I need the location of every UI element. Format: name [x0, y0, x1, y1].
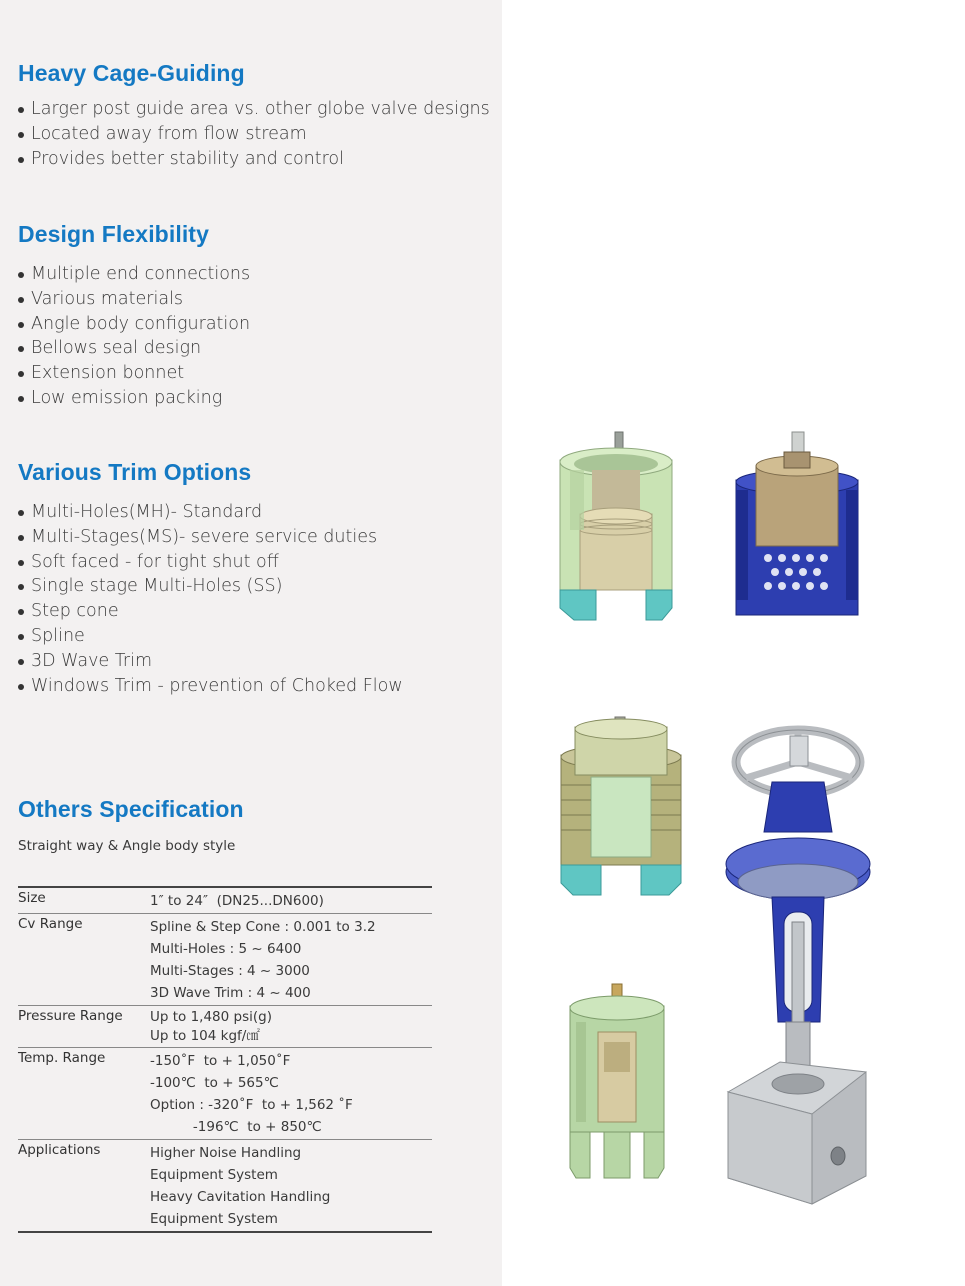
spec-value: Up to 104 kgf/㎠	[150, 1028, 260, 1044]
list-item: Soft faced - for tight shut off	[18, 550, 403, 575]
specification-table	[18, 886, 432, 1233]
spec-label: Pressure Range	[18, 1008, 123, 1024]
spec-value: Spline & Step Cone : 0.001 to 3.2	[150, 919, 376, 935]
list-item: Multi-Stages(MS)- severe service duties	[18, 525, 403, 550]
spec-value: Equipment System	[150, 1167, 278, 1183]
spec-value: -100℃ to + 565℃	[150, 1075, 279, 1091]
spec-value: Higher Noise Handling	[150, 1145, 302, 1161]
list-item: Bellows seal design	[18, 336, 250, 361]
list-item: Angle body configuration	[18, 312, 250, 337]
list-item: Multiple end connections	[18, 262, 250, 287]
spec-value: -150˚F to + 1,050˚F	[150, 1053, 291, 1069]
spec-row-size	[18, 888, 432, 914]
spec-value: 3D Wave Trim : 4 ~ 400	[150, 985, 311, 1001]
spec-value: -196℃ to + 850℃	[150, 1119, 322, 1135]
cage-multistage-figure	[555, 715, 687, 900]
list-item: 3D Wave Trim	[18, 649, 403, 674]
spec-values	[150, 1006, 432, 1047]
spec-label: Applications	[18, 1142, 101, 1158]
trim-options-list	[18, 500, 403, 698]
list-item: Windows Trim - prevention of Choked Flow	[18, 674, 403, 699]
spec-values	[150, 1048, 432, 1139]
spec-label: Temp. Range	[18, 1050, 106, 1066]
spec-values	[150, 1140, 432, 1231]
list-item: Provides better stability and control	[18, 147, 490, 172]
spec-values	[150, 888, 432, 913]
design-flexibility-list	[18, 262, 250, 411]
spec-values	[150, 914, 432, 1005]
list-item: Multi-Holes(MH)- Standard	[18, 500, 403, 525]
cage-spline-figure	[562, 982, 672, 1182]
spec-row-temp-range	[18, 1048, 432, 1140]
list-item: Larger post guide area vs. other globe valve designs	[18, 97, 490, 122]
spec-value: Up to 1,480 psi(g)	[150, 1009, 272, 1025]
list-item: Located away from flow stream	[18, 122, 490, 147]
spec-value: Multi-Stages : 4 ~ 3000	[150, 963, 310, 979]
spec-label: Cv Range	[18, 916, 83, 932]
cage-multihole-blue-figure	[732, 430, 862, 625]
list-item: Step cone	[18, 599, 403, 624]
spec-value: 1″ to 24″ (DN25...DN600)	[150, 893, 324, 909]
spec-row-applications	[18, 1140, 432, 1231]
cage-cutaway-green-figure	[552, 430, 682, 622]
spec-row-cv-range	[18, 914, 432, 1006]
section-title-trim-options: Various Trim Options	[18, 459, 252, 485]
section-title-cage-guiding: Heavy Cage-Guiding	[18, 60, 245, 86]
spec-value: Multi-Holes : 5 ~ 6400	[150, 941, 302, 957]
list-item: Single stage Multi-Holes (SS)	[18, 574, 403, 599]
list-item: Various materials	[18, 287, 250, 312]
spec-value: Option : -320˚F to + 1,562 ˚F	[150, 1097, 353, 1113]
list-item: Spline	[18, 624, 403, 649]
spec-label: Size	[18, 890, 46, 906]
list-item: Low emission packing	[18, 386, 250, 411]
cage-guiding-list	[18, 97, 490, 171]
spec-row-pressure-range	[18, 1006, 432, 1048]
spec-value: Equipment System	[150, 1211, 278, 1227]
list-item: Extension bonnet	[18, 361, 250, 386]
angle-valve-assembly-figure	[720, 722, 880, 1206]
section-title-design-flexibility: Design Flexibility	[18, 221, 209, 247]
spec-value: Heavy Cavitation Handling	[150, 1189, 331, 1205]
body-style-note: Straight way & Angle body style	[18, 838, 236, 854]
section-title-others-specification: Others Specification	[18, 796, 244, 822]
